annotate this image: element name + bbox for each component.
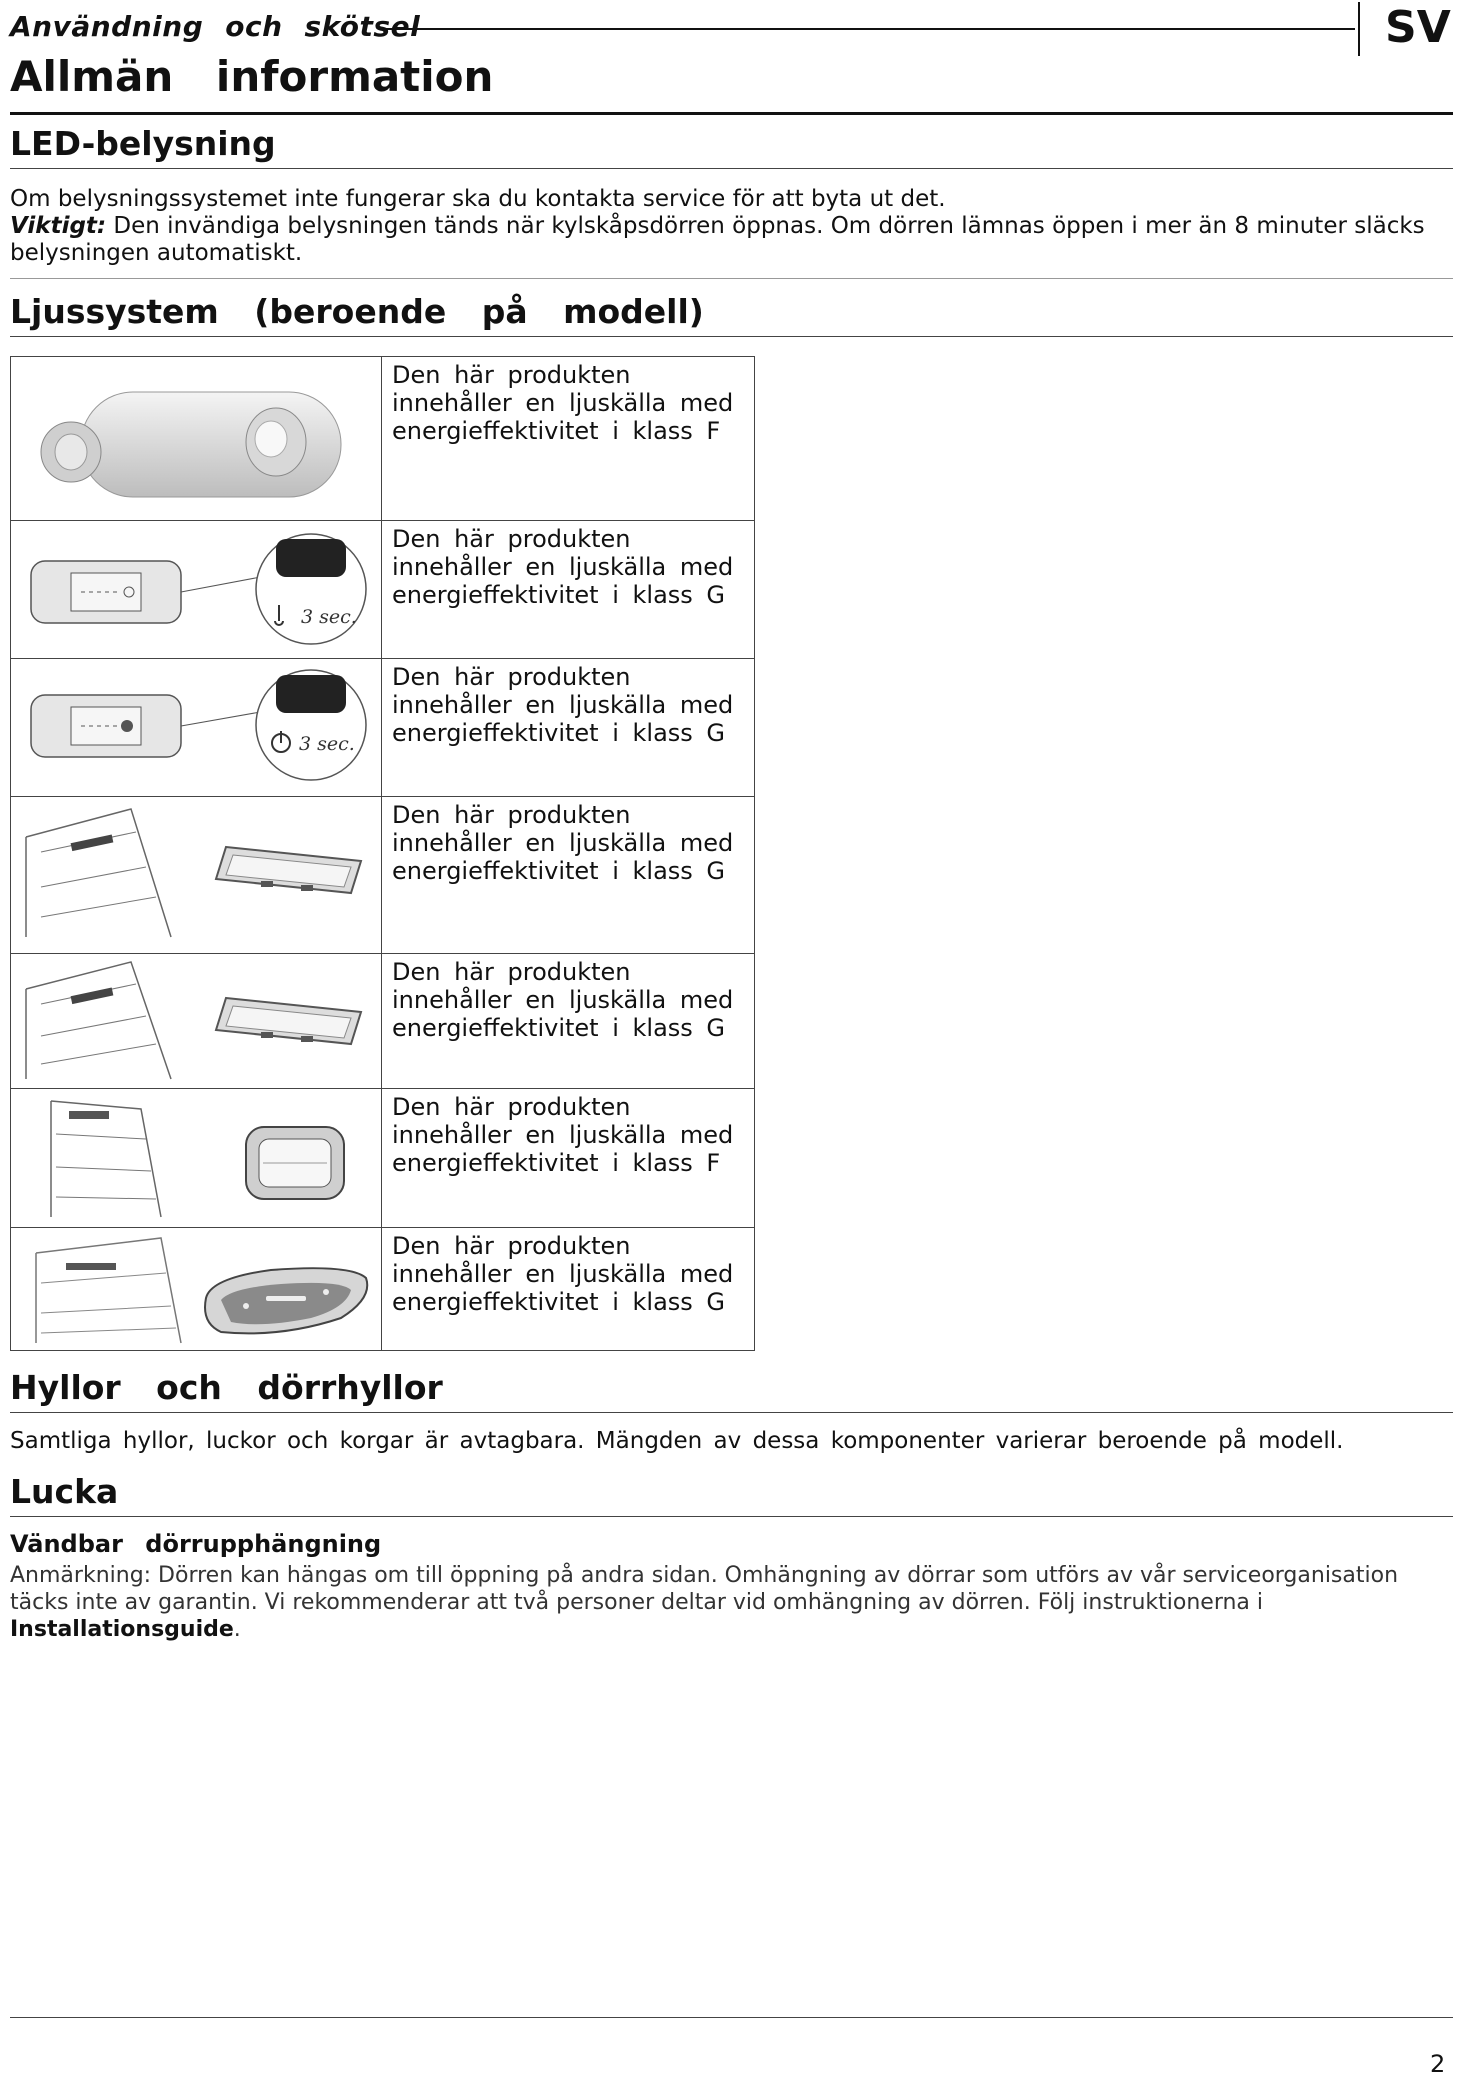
table-cell-text: Den här produkten innehåller en ljuskälla med energieffektivitet i klass F bbox=[392, 361, 734, 445]
light-system-rule bbox=[10, 336, 1453, 337]
title-rule bbox=[10, 112, 1453, 115]
table-row bbox=[11, 357, 754, 520]
led-text bbox=[10, 186, 1450, 267]
door-text bbox=[10, 1562, 1450, 1643]
table-cell-text: Den här produkten innehåller en ljuskälla med energieffektivitet i klass G bbox=[392, 525, 734, 609]
section-title-word: Användning bbox=[10, 10, 204, 43]
led-heading: LED-belysning bbox=[10, 124, 276, 163]
table-row bbox=[11, 1227, 754, 1350]
door-heading: Lucka bbox=[10, 1472, 119, 1511]
table-row bbox=[11, 520, 754, 658]
timer-label: 3 sec. bbox=[301, 606, 357, 628]
table-cell-text: Den här produkten innehåller en ljuskälla med energieffektivitet i klass F bbox=[392, 1093, 734, 1177]
cabinet-square-lamp-icon bbox=[11, 1089, 382, 1227]
table-row bbox=[11, 953, 754, 1088]
installation-guide-ref: Installationsguide bbox=[10, 1617, 234, 1642]
header-rule bbox=[385, 28, 1355, 30]
important-label: Viktigt: bbox=[10, 213, 107, 239]
round-lamp-icon bbox=[11, 357, 382, 520]
cabinet-oval-lamp-icon bbox=[11, 1228, 382, 1350]
led-important bbox=[10, 213, 1450, 267]
lamp-with-temp-button-icon bbox=[11, 521, 382, 658]
important-text: Den invändiga belysningen tänds när kylskåpsdörren öppnas. Om dörren lämnas öppen i mer än 8 minuter släcks belysningen automatiskt. bbox=[10, 213, 1425, 266]
language-code: SV bbox=[1385, 2, 1451, 53]
shelf-led-strip-icon bbox=[11, 797, 382, 953]
shelves-text: Samtliga hyllor, luckor och korgar är avtagbara. Mängden av dessa komponenter varierar beroende på modell. bbox=[10, 1428, 1344, 1454]
page-number: 2 bbox=[1430, 2050, 1446, 2078]
door-note-end: . bbox=[233, 1617, 241, 1642]
led-rule bbox=[10, 168, 1453, 169]
footer-rule bbox=[10, 2017, 1453, 2018]
section-title-word: och bbox=[225, 10, 283, 43]
shelf-led-strip-icon bbox=[11, 954, 382, 1088]
door-rule bbox=[10, 1516, 1453, 1517]
timer-label: 3 sec. bbox=[299, 733, 355, 755]
door-note: Anmärkning: Dörren kan hängas om till öppning på andra sidan. Omhängning av dörrar som utförs av vår serviceorganisation täcks inte av garantin. Vi rekommenderar att två personer deltar vid omhängning av dörren. Följ instruktionerna i bbox=[10, 1563, 1399, 1615]
section-title bbox=[10, 10, 442, 43]
table-cell-text: Den här produkten innehåller en ljuskälla med energieffektivitet i klass G bbox=[392, 958, 734, 1042]
section-title-word: skötsel bbox=[304, 10, 421, 43]
header-divider bbox=[1358, 2, 1360, 56]
led-line1: Om belysningssystemet inte fungerar ska du kontakta service för att byta ut det. bbox=[10, 186, 946, 212]
table-row bbox=[11, 796, 754, 953]
table-cell-text: Den här produkten innehåller en ljuskälla med energieffektivitet i klass G bbox=[392, 663, 734, 747]
door-subheading: Vändbar dörrupphängning bbox=[10, 1530, 382, 1558]
led-end-rule bbox=[10, 278, 1453, 279]
shelves-heading: Hyllor och dörrhyllor bbox=[10, 1368, 443, 1407]
table-cell-text: Den här produkten innehåller en ljuskälla med energieffektivitet i klass G bbox=[392, 1232, 734, 1316]
table-row bbox=[11, 658, 754, 796]
shelves-rule bbox=[10, 1412, 1453, 1413]
lamp-with-power-button-icon bbox=[11, 659, 382, 796]
table-row bbox=[11, 1088, 754, 1227]
table-cell-text: Den här produkten innehåller en ljuskälla med energieffektivitet i klass G bbox=[392, 801, 734, 885]
page-title: Allmän information bbox=[10, 52, 494, 101]
light-source-table bbox=[10, 356, 755, 1351]
light-system-heading: Ljussystem (beroende på modell) bbox=[10, 292, 704, 331]
